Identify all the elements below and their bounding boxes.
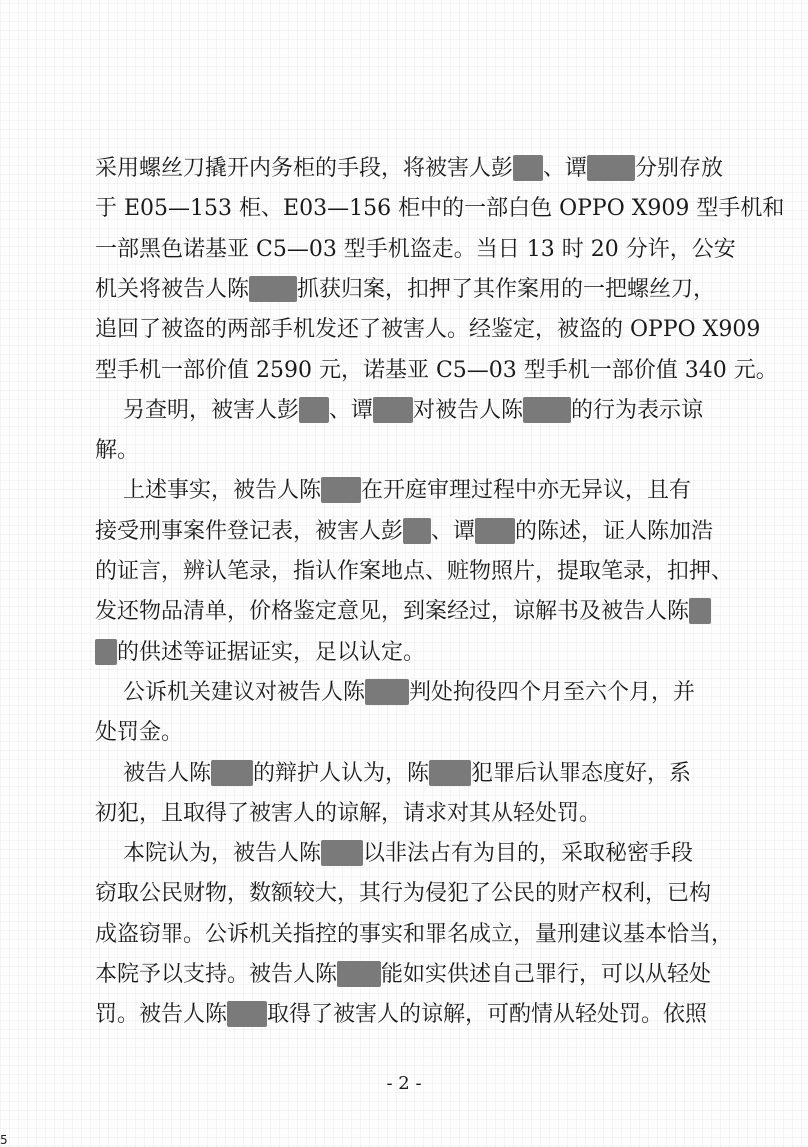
text-segment: 的辩护人认为，陈 bbox=[252, 761, 429, 786]
text-line bbox=[95, 271, 720, 309]
redaction-box bbox=[249, 276, 297, 302]
text-line bbox=[95, 674, 720, 712]
text-line bbox=[95, 231, 736, 269]
page-number: - 2 - bbox=[386, 1073, 422, 1094]
text-segment: 型手机一部价值 2590 元，诺基亚 C5—03 型手机一部价值 340 元。 bbox=[95, 358, 778, 383]
text-segment: 分别存放 bbox=[635, 156, 724, 181]
text-segment: 以非法占有为目的，采取秘密手段 bbox=[362, 841, 693, 866]
text-line bbox=[95, 432, 720, 470]
text-segment: 能如实供述自己罪行，可以从轻处 bbox=[381, 962, 712, 987]
text-segment: 、谭 bbox=[431, 519, 476, 544]
text-segment: 判处拘役四个月至六个月，并 bbox=[408, 680, 695, 705]
text-line bbox=[95, 593, 720, 631]
redaction-box bbox=[689, 598, 711, 624]
text-line bbox=[95, 150, 724, 188]
redaction-box bbox=[365, 679, 409, 705]
text-line bbox=[95, 472, 720, 510]
text-segment: 上述事实，被告人陈 bbox=[95, 478, 321, 503]
redaction-box bbox=[403, 518, 431, 544]
redaction-box bbox=[321, 477, 361, 503]
text-segment: 抓获归案，扣押了其作案用的一把螺丝刀， bbox=[297, 277, 716, 302]
text-segment: 对被告人陈 bbox=[413, 398, 524, 423]
text-line bbox=[95, 311, 761, 349]
text-line bbox=[95, 875, 720, 913]
redaction-box bbox=[227, 1001, 267, 1027]
text-segment: 于 E05—153 柜、E03—156 柜中的一部白色 OPPO X909 型手机和 bbox=[95, 196, 785, 221]
text-line bbox=[95, 190, 785, 228]
text-segment: 的供述等证据证实，足以认定。 bbox=[117, 640, 426, 665]
redaction-box bbox=[321, 840, 363, 866]
redaction-box bbox=[429, 760, 471, 786]
redaction-box bbox=[211, 760, 253, 786]
redaction-box bbox=[299, 397, 329, 423]
text-segment: 处罚金。 bbox=[95, 720, 184, 745]
text-segment: 的行为表示谅 bbox=[571, 398, 704, 423]
redaction-box bbox=[587, 155, 635, 181]
redaction-box bbox=[523, 397, 571, 423]
text-segment: 本院予以支持。被告人陈 bbox=[95, 962, 338, 987]
text-segment: 解。 bbox=[95, 438, 140, 463]
text-segment: 本院认为，被告人陈 bbox=[95, 841, 321, 866]
redaction-box bbox=[475, 518, 515, 544]
text-segment: 、谭 bbox=[543, 156, 588, 181]
redaction-box bbox=[95, 639, 117, 665]
text-line bbox=[95, 996, 720, 1034]
text-segment: 一部黑色诺基亚 C5—03 型手机盗走。当日 13 时 20 分许，公安 bbox=[95, 237, 736, 262]
text-segment: 成盗窃罪。公诉机关指控的事实和罪名成立，量刑建议基本恰当， bbox=[95, 922, 734, 947]
text-segment: 初犯，且取得了被害人的谅解，请求对其从轻处罚。 bbox=[95, 801, 602, 826]
corner-mark: 5 bbox=[0, 1133, 8, 1147]
redaction-box bbox=[373, 397, 413, 423]
text-line bbox=[95, 714, 720, 752]
text-segment: 追回了被盗的两部手机发还了被害人。经鉴定，被盗的 OPPO X909 bbox=[95, 317, 761, 342]
text-line bbox=[95, 835, 720, 873]
text-segment: 接受刑事案件登记表，被害人彭 bbox=[95, 519, 404, 544]
text-segment: 另查明，被害人彭 bbox=[95, 398, 299, 423]
text-segment: 窃取公民财物，数额较大，其行为侵犯了公民的财产权利，已构 bbox=[95, 881, 712, 906]
text-segment: 的证言，辨认笔录，指认作案地点、赃物照片，提取笔录，扣押、 bbox=[95, 559, 734, 584]
text-segment: 被告人陈 bbox=[95, 761, 211, 786]
text-segment: 发还物品清单，价格鉴定意见，到案经过，谅解书及被告人陈 bbox=[95, 599, 690, 624]
text-line bbox=[95, 755, 720, 793]
text-line bbox=[95, 352, 778, 390]
text-segment: 采用螺丝刀撬开内务柜的手段，将被害人彭 bbox=[95, 156, 514, 181]
text-segment: 公诉机关建议对被告人陈 bbox=[95, 680, 365, 705]
text-line bbox=[95, 553, 734, 591]
text-line bbox=[95, 634, 720, 672]
text-segment: 罚。被告人陈 bbox=[95, 1002, 228, 1027]
text-segment: 、谭 bbox=[328, 398, 373, 423]
text-line bbox=[95, 916, 734, 954]
text-line bbox=[95, 795, 720, 833]
text-line bbox=[95, 956, 720, 994]
text-line bbox=[95, 392, 720, 430]
text-segment: 机关将被告人陈 bbox=[95, 277, 250, 302]
text-segment: 犯罪后认罪态度好，系 bbox=[471, 761, 692, 786]
text-segment: 在开庭审理过程中亦无异议，且有 bbox=[360, 478, 691, 503]
text-segment: 的陈述，证人陈加浩 bbox=[515, 519, 714, 544]
text-segment: 取得了被害人的谅解，可酌情从轻处罚。依照 bbox=[267, 1002, 708, 1027]
redaction-box bbox=[337, 961, 381, 987]
text-line bbox=[95, 513, 720, 551]
redaction-box bbox=[513, 155, 543, 181]
